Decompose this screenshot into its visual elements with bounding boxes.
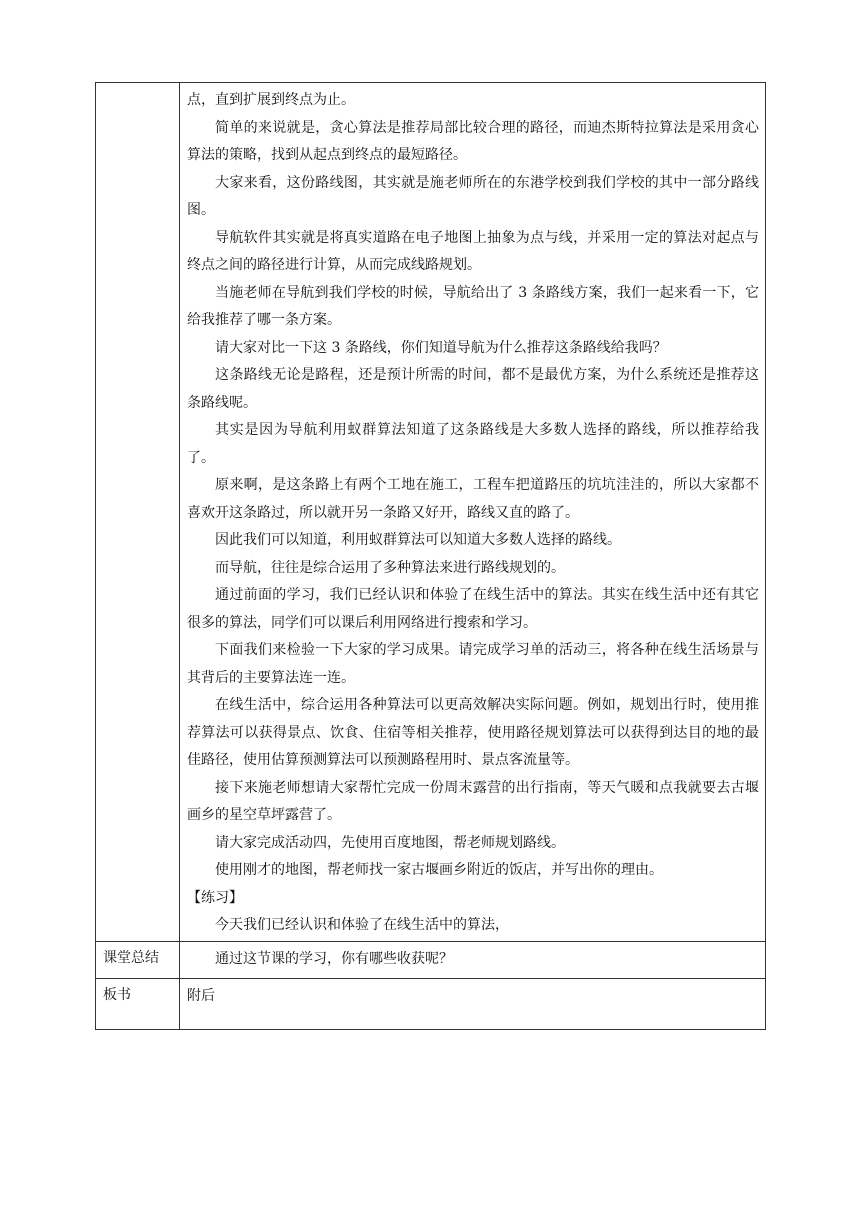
- board-row: [96, 979, 766, 1030]
- paragraph-7: 这条路线无论是路程，还是预计所需的时间，都不是最优方案，为什么系统还是推荐这条路线呢。: [187, 367, 759, 411]
- board-content-cell: [180, 979, 766, 1030]
- paragraph-16: 请大家完成活动四，先使用百度地图，帮老师规划路线。: [215, 834, 565, 851]
- summary-label: 课堂总结: [96, 942, 180, 979]
- paragraph-17: 使用刚才的地图，帮老师找一家古堰画乡附近的饭店，并写出你的理由。: [215, 862, 663, 878]
- lesson-plan-table: [95, 82, 766, 1030]
- paragraph-2: 简单的来说就是，贪心算法是推荐局部比较合理的路径，而迪杰斯特拉算法是采用贪心算法的策略，找到从起点到终点的最短路径。: [187, 119, 759, 163]
- paragraph-6: 请大家对比一下这 3 条路线，你们知道导航为什么推荐这条路线给我吗？: [215, 339, 667, 356]
- summary-content-cell: [180, 942, 766, 979]
- paragraph-14: 在线生活中，综合运用各种算法可以更高效解决实际问题。例如，规划出行时，使用推荐算法可以获得景点、饮食、住宿等相关推荐，使用路径规划算法可以获得到达目的地的最佳路径，使用估算预测算法可以预测路程用时、景点客流量等。: [187, 697, 759, 768]
- paragraph-13: 下面我们来检验一下大家的学习成果。请完成学习单的活动三，将各种在线生活场景与其背后的主要算法连一连。: [187, 642, 759, 686]
- summary-row: [96, 942, 766, 979]
- paragraph-15: 接下来施老师想请大家帮忙完成一份周末露营的出行指南，等天气暖和点我就要去古堰画乡的星空草坪露营了。: [187, 779, 759, 823]
- board-text: 附后: [187, 988, 215, 1004]
- paragraph-10: 因此我们可以知道，利用蚁群算法可以知道大多数人选择的路线。: [215, 532, 621, 548]
- practice-heading: 【练习】: [187, 889, 243, 906]
- paragraph-1: 点，直到扩展到终点为止。: [187, 92, 355, 108]
- process-label-cell: [96, 83, 180, 942]
- paragraph-11: 而导航，往往是综合运用了多种算法来进行路线规划的。: [215, 559, 565, 576]
- closing-paragraph: 今天我们已经认识和体验了在线生活中的算法，: [215, 916, 509, 933]
- paragraph-4: 导航软件其实就是将真实道路在电子地图上抽象为点与线，并采用一定的算法对起点与终点之间的路径进行计算，从而完成线路规划。: [187, 229, 759, 273]
- paragraph-12: 通过前面的学习，我们已经认识和体验了在线生活中的算法。其实在线生活中还有其它很多的算法，同学们可以课后利用网络进行搜索和学习。: [187, 587, 759, 631]
- process-row: [96, 83, 766, 942]
- summary-text: 通过这节课的学习，你有哪些收获呢？: [215, 951, 453, 967]
- board-label: 板书: [96, 979, 180, 1030]
- process-content-cell: [180, 83, 766, 942]
- paragraph-5: 当施老师在导航到我们学校的时候，导航给出了 3 条路线方案，我们一起来看一下，它给我推荐了哪一条方案。: [187, 284, 759, 328]
- paragraph-8: 其实是因为导航利用蚁群算法知道了这条路线是大多数人选择的路线，所以推荐给我了。: [187, 422, 759, 466]
- paragraph-9: 原来啊，是这条路上有两个工地在施工，工程车把道路压的坑坑洼洼的，所以大家都不喜欢开这条路过，所以就开另一条路又好开，路线又直的路了。: [187, 477, 759, 521]
- paragraph-3: 大家来看，这份路线图，其实就是施老师所在的东港学校到我们学校的其中一部分路线图。: [187, 174, 759, 218]
